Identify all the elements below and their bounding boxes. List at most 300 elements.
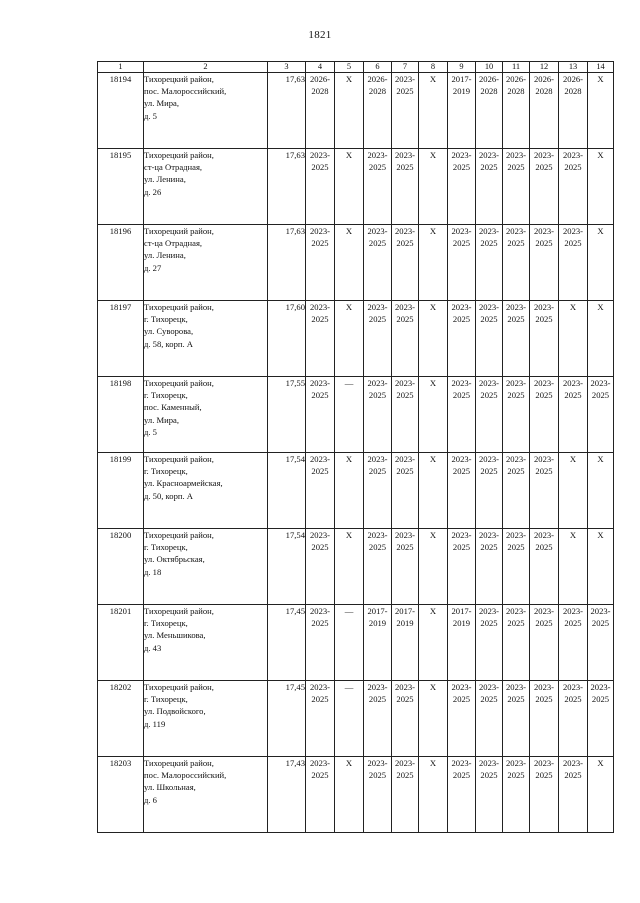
period-start: 2023- xyxy=(590,378,611,388)
period-cell-col-4 xyxy=(306,73,335,149)
period-start: 2023- xyxy=(590,606,611,616)
period-start: 2026- xyxy=(533,74,555,84)
address-cell xyxy=(144,73,268,149)
period-cell-col-8 xyxy=(419,681,448,757)
period-cell-col-11 xyxy=(503,377,530,453)
address-line: д. 50, корп. А xyxy=(144,490,193,501)
period-cell-col-4 xyxy=(306,225,335,301)
period-end: 2025 xyxy=(564,162,582,173)
period-start: 2023- xyxy=(478,378,500,388)
period-start: X xyxy=(569,530,577,540)
column-header-5: 5 xyxy=(335,62,364,73)
address-line: ул. Школьная, xyxy=(144,782,196,793)
record-number: 18199 xyxy=(98,453,144,529)
period-cell-col-6 xyxy=(364,529,392,605)
period-cell-col-12 xyxy=(530,757,559,833)
period-end: 2025 xyxy=(368,466,387,477)
period-start: 2023- xyxy=(478,302,500,312)
address-line: Тихорецкий район, xyxy=(144,530,214,540)
period-start: 2026- xyxy=(562,74,584,84)
period-end: 2025 xyxy=(311,542,329,553)
period-start: 2023- xyxy=(309,302,331,312)
period-start: X xyxy=(597,454,604,464)
period-cell-col-10 xyxy=(476,453,503,529)
period-end: 2025 xyxy=(507,390,525,401)
period-end: 2025 xyxy=(452,390,471,401)
address-line: Тихорецкий район, xyxy=(144,302,214,312)
period-start: 2023- xyxy=(533,226,555,236)
period-start: 2023- xyxy=(309,606,331,616)
value-cell: 17,45 xyxy=(268,681,306,757)
period-start: X xyxy=(597,530,604,540)
period-end: 2025 xyxy=(311,770,329,781)
period-start: 2023- xyxy=(533,302,555,312)
period-cell-col-5 xyxy=(335,73,364,149)
period-cell-col-5 xyxy=(335,225,364,301)
period-cell-col-4 xyxy=(306,605,335,681)
value-cell: 17,54 xyxy=(268,529,306,605)
period-start: 2023- xyxy=(451,530,472,540)
period-cell-col-11 xyxy=(503,453,530,529)
period-cell-col-5 xyxy=(335,453,364,529)
period-start: 2023- xyxy=(309,378,331,388)
period-start: — xyxy=(344,378,354,388)
period-start: X xyxy=(345,302,353,312)
period-end: 2025 xyxy=(311,314,329,325)
column-header-6: 6 xyxy=(364,62,392,73)
period-end: 2025 xyxy=(480,618,498,629)
period-start: 2023- xyxy=(451,226,472,236)
period-start: X xyxy=(345,530,353,540)
period-end: 2025 xyxy=(564,770,582,781)
value-cell: 17,45 xyxy=(268,605,306,681)
period-cell-col-13 xyxy=(559,225,588,301)
period-start: X xyxy=(429,378,437,388)
address-line: д. 26 xyxy=(144,186,162,197)
period-end: 2025 xyxy=(591,694,610,705)
period-end: 2025 xyxy=(507,770,525,781)
address-line: Тихорецкий район, xyxy=(144,758,214,768)
period-start: X xyxy=(345,150,353,160)
period-cell-col-4 xyxy=(306,453,335,529)
period-cell-col-7 xyxy=(392,757,419,833)
address-line: Тихорецкий район, xyxy=(144,454,214,464)
period-start: 2023- xyxy=(533,454,555,464)
period-end: 2025 xyxy=(507,238,525,249)
period-end: 2025 xyxy=(396,162,414,173)
period-cell-col-9 xyxy=(448,149,476,225)
period-start: X xyxy=(345,758,353,768)
period-start: X xyxy=(429,150,437,160)
period-start: 2023- xyxy=(562,682,584,692)
period-cell-col-11 xyxy=(503,73,530,149)
period-end: 2025 xyxy=(452,162,471,173)
address-line: Тихорецкий район, xyxy=(144,378,214,388)
address-cell xyxy=(144,149,268,225)
address-line: ул. Подвойского, xyxy=(144,706,206,717)
period-start: X xyxy=(597,150,604,160)
period-cell-col-8 xyxy=(419,529,448,605)
column-header-13: 13 xyxy=(559,62,588,73)
column-header-11: 11 xyxy=(503,62,530,73)
address-line: г. Тихорецк, xyxy=(144,390,188,401)
period-start: X xyxy=(429,74,437,84)
table-row xyxy=(98,605,614,681)
period-start: X xyxy=(429,606,437,616)
period-start: 2023- xyxy=(533,530,555,540)
period-start: 2023- xyxy=(309,454,331,464)
period-end: 2025 xyxy=(396,390,414,401)
period-start: 2023- xyxy=(451,682,472,692)
period-cell-col-6 xyxy=(364,605,392,681)
period-cell-col-9 xyxy=(448,757,476,833)
period-start: 2023- xyxy=(309,530,331,540)
period-end: 2025 xyxy=(452,466,471,477)
address-line: д. 27 xyxy=(144,262,162,273)
period-start: X xyxy=(597,226,604,236)
period-cell-col-14 xyxy=(588,301,614,377)
period-cell-col-13 xyxy=(559,377,588,453)
period-cell-col-12 xyxy=(530,149,559,225)
table-row xyxy=(98,681,614,757)
column-header-9: 9 xyxy=(448,62,476,73)
period-start: 2023- xyxy=(367,226,388,236)
period-start: 2023- xyxy=(505,530,527,540)
period-cell-col-14 xyxy=(588,681,614,757)
period-cell-col-8 xyxy=(419,605,448,681)
address-line: г. Тихорецк, xyxy=(144,618,188,629)
period-cell-col-10 xyxy=(476,377,503,453)
column-header-12: 12 xyxy=(530,62,559,73)
period-start: 2017- xyxy=(451,606,472,616)
period-start: 2026- xyxy=(367,74,388,84)
period-cell-col-10 xyxy=(476,605,503,681)
period-start: 2023- xyxy=(367,378,388,388)
address-line: г. Тихорецк, xyxy=(144,694,188,705)
column-header-14: 14 xyxy=(588,62,614,73)
period-start: 2017- xyxy=(451,74,472,84)
period-end: 2025 xyxy=(535,770,553,781)
period-cell-col-8 xyxy=(419,73,448,149)
period-cell-col-10 xyxy=(476,225,503,301)
period-cell-col-7 xyxy=(392,225,419,301)
period-end: 2025 xyxy=(535,162,553,173)
period-cell-col-12 xyxy=(530,529,559,605)
period-start: 2017- xyxy=(394,606,416,616)
period-cell-col-7 xyxy=(392,453,419,529)
period-end: 2025 xyxy=(507,542,525,553)
address-line: г. Тихорецк, xyxy=(144,542,188,553)
period-cell-col-9 xyxy=(448,453,476,529)
header-row xyxy=(98,62,614,73)
period-start: 2023- xyxy=(367,758,388,768)
period-cell-col-8 xyxy=(419,453,448,529)
period-cell-col-6 xyxy=(364,73,392,149)
period-cell-col-4 xyxy=(306,757,335,833)
period-end: 2025 xyxy=(396,770,414,781)
address-line: ул. Ленина, xyxy=(144,250,186,261)
period-cell-col-8 xyxy=(419,149,448,225)
period-cell-col-9 xyxy=(448,681,476,757)
period-start: 2026- xyxy=(505,74,527,84)
address-cell xyxy=(144,529,268,605)
address-line: ул. Меньшикова, xyxy=(144,630,206,641)
period-cell-col-14 xyxy=(588,605,614,681)
record-number: 18202 xyxy=(98,681,144,757)
period-cell-col-14 xyxy=(588,73,614,149)
period-start: 2023- xyxy=(533,682,555,692)
period-cell-col-13 xyxy=(559,605,588,681)
period-end: 2025 xyxy=(396,238,414,249)
register-table xyxy=(97,61,614,833)
period-start: 2023- xyxy=(505,150,527,160)
address-cell xyxy=(144,225,268,301)
address-line: д. 119 xyxy=(144,718,166,729)
period-start: 2023- xyxy=(590,682,611,692)
period-end: 2028 xyxy=(507,86,525,97)
period-cell-col-8 xyxy=(419,225,448,301)
period-cell-col-14 xyxy=(588,377,614,453)
period-cell-col-5 xyxy=(335,605,364,681)
period-cell-col-9 xyxy=(448,605,476,681)
period-end: 2025 xyxy=(535,314,553,325)
period-cell-col-7 xyxy=(392,73,419,149)
address-line: Тихорецкий район, xyxy=(144,226,214,236)
period-cell-col-10 xyxy=(476,149,503,225)
period-cell-col-8 xyxy=(419,757,448,833)
period-cell-col-12 xyxy=(530,73,559,149)
period-end: 2025 xyxy=(480,238,498,249)
period-end: 2025 xyxy=(480,314,498,325)
period-end: 2025 xyxy=(507,694,525,705)
period-cell-col-5 xyxy=(335,149,364,225)
address-line: ул. Ленина, xyxy=(144,174,186,185)
period-end: 2025 xyxy=(452,238,471,249)
table-row xyxy=(98,149,614,225)
value-cell: 17,55 xyxy=(268,377,306,453)
period-start: 2023- xyxy=(451,150,472,160)
period-cell-col-5 xyxy=(335,529,364,605)
record-number: 18201 xyxy=(98,605,144,681)
period-cell-col-11 xyxy=(503,757,530,833)
period-end: 2025 xyxy=(311,618,329,629)
period-start: X xyxy=(569,302,577,312)
period-start: 2023- xyxy=(394,226,416,236)
period-end: 2025 xyxy=(452,314,471,325)
period-cell-col-7 xyxy=(392,377,419,453)
period-end: 2025 xyxy=(564,694,582,705)
period-cell-col-13 xyxy=(559,149,588,225)
period-end: 2025 xyxy=(535,390,553,401)
period-end: 2025 xyxy=(480,542,498,553)
period-cell-col-10 xyxy=(476,757,503,833)
address-line: ст-ца Отрадная, xyxy=(144,238,203,249)
period-cell-col-12 xyxy=(530,453,559,529)
period-end: 2025 xyxy=(507,162,525,173)
period-end: 2025 xyxy=(368,390,387,401)
period-start: 2023- xyxy=(533,758,555,768)
address-cell xyxy=(144,605,268,681)
address-line: г. Тихорецк, xyxy=(144,314,188,325)
period-cell-col-10 xyxy=(476,529,503,605)
period-cell-col-7 xyxy=(392,605,419,681)
address-line: пос. Малороссийский, xyxy=(144,770,227,781)
table-body xyxy=(98,62,614,833)
period-cell-col-6 xyxy=(364,453,392,529)
period-end: 2025 xyxy=(507,618,525,629)
period-cell-col-6 xyxy=(364,681,392,757)
column-header-10: 10 xyxy=(476,62,503,73)
address-cell xyxy=(144,377,268,453)
column-header-2: 2 xyxy=(144,62,268,73)
period-cell-col-13 xyxy=(559,529,588,605)
column-header-3: 3 xyxy=(268,62,306,73)
period-cell-col-14 xyxy=(588,453,614,529)
period-cell-col-6 xyxy=(364,225,392,301)
period-start: X xyxy=(597,302,604,312)
period-cell-col-13 xyxy=(559,73,588,149)
period-end: 2028 xyxy=(535,86,553,97)
address-line: д. 6 xyxy=(144,794,157,805)
address-line: ул. Мира, xyxy=(144,98,180,109)
period-cell-col-11 xyxy=(503,301,530,377)
period-start: 2023- xyxy=(562,150,584,160)
period-end: 2025 xyxy=(452,770,471,781)
period-end: 2025 xyxy=(396,86,414,97)
period-start: 2023- xyxy=(394,682,416,692)
period-end: 2019 xyxy=(452,618,471,629)
period-cell-col-5 xyxy=(335,681,364,757)
period-start: X xyxy=(429,530,437,540)
address-cell xyxy=(144,757,268,833)
period-cell-col-4 xyxy=(306,149,335,225)
period-cell-col-10 xyxy=(476,301,503,377)
period-start: X xyxy=(597,74,604,84)
period-cell-col-9 xyxy=(448,301,476,377)
period-cell-col-6 xyxy=(364,377,392,453)
period-start: 2023- xyxy=(394,302,416,312)
period-start: 2023- xyxy=(309,226,331,236)
column-header-1: 1 xyxy=(98,62,144,73)
period-end: 2025 xyxy=(368,314,387,325)
period-cell-col-8 xyxy=(419,377,448,453)
address-line: д. 43 xyxy=(144,642,162,653)
value-cell: 17,54 xyxy=(268,453,306,529)
period-start: 2023- xyxy=(533,150,555,160)
table-row xyxy=(98,453,614,529)
period-start: 2023- xyxy=(478,530,500,540)
period-cell-col-14 xyxy=(588,149,614,225)
address-line: Тихорецкий район, xyxy=(144,682,214,692)
period-end: 2019 xyxy=(452,86,471,97)
period-cell-col-7 xyxy=(392,149,419,225)
period-end: 2025 xyxy=(396,694,414,705)
table-row xyxy=(98,73,614,149)
period-start: 2023- xyxy=(394,530,416,540)
address-line: д. 18 xyxy=(144,566,162,577)
period-start: X xyxy=(345,74,353,84)
period-end: 2025 xyxy=(396,542,414,553)
period-cell-col-13 xyxy=(559,301,588,377)
period-start: 2023- xyxy=(478,606,500,616)
value-cell: 17,63 xyxy=(268,73,306,149)
record-number: 18196 xyxy=(98,225,144,301)
address-line: д. 58, корп. А xyxy=(144,338,193,349)
period-start: X xyxy=(569,454,577,464)
period-start: 2023- xyxy=(309,758,331,768)
period-end: 2025 xyxy=(564,238,582,249)
period-cell-col-4 xyxy=(306,377,335,453)
table-row xyxy=(98,757,614,833)
period-start: 2023- xyxy=(367,150,388,160)
period-end: 2019 xyxy=(396,618,414,629)
record-number: 18195 xyxy=(98,149,144,225)
period-start: 2023- xyxy=(394,74,416,84)
period-cell-col-9 xyxy=(448,73,476,149)
address-cell xyxy=(144,453,268,529)
period-start: 2023- xyxy=(394,378,416,388)
value-cell: 17,60 xyxy=(268,301,306,377)
period-cell-col-13 xyxy=(559,757,588,833)
period-start: 2026- xyxy=(309,74,331,84)
period-start: 2023- xyxy=(478,226,500,236)
period-start: 2023- xyxy=(478,150,500,160)
period-end: 2025 xyxy=(368,542,387,553)
period-cell-col-4 xyxy=(306,529,335,605)
period-start: 2023- xyxy=(478,758,500,768)
period-end: 2025 xyxy=(396,314,414,325)
period-cell-col-5 xyxy=(335,757,364,833)
period-cell-col-5 xyxy=(335,377,364,453)
period-end: 2028 xyxy=(311,86,329,97)
period-cell-col-6 xyxy=(364,149,392,225)
record-number: 18198 xyxy=(98,377,144,453)
period-cell-col-12 xyxy=(530,301,559,377)
period-start: 2026- xyxy=(478,74,500,84)
period-cell-col-4 xyxy=(306,301,335,377)
period-start: 2023- xyxy=(367,682,388,692)
period-end: 2028 xyxy=(368,86,387,97)
address-line: Тихорецкий район, xyxy=(144,606,214,616)
period-start: 2023- xyxy=(505,606,527,616)
record-number: 18194 xyxy=(98,73,144,149)
period-end: 2025 xyxy=(480,770,498,781)
period-cell-col-10 xyxy=(476,681,503,757)
period-start: 2023- xyxy=(478,682,500,692)
period-end: 2025 xyxy=(480,162,498,173)
address-line: Тихорецкий район, xyxy=(144,150,214,160)
period-start: 2023- xyxy=(309,682,331,692)
period-cell-col-12 xyxy=(530,681,559,757)
period-start: 2023- xyxy=(505,758,527,768)
period-start: 2023- xyxy=(367,530,388,540)
value-cell: 17,43 xyxy=(268,757,306,833)
period-cell-col-5 xyxy=(335,301,364,377)
record-number: 18197 xyxy=(98,301,144,377)
record-number: 18200 xyxy=(98,529,144,605)
period-start: 2023- xyxy=(478,454,500,464)
period-start: 2023- xyxy=(505,302,527,312)
address-line: ул. Мира, xyxy=(144,414,180,425)
period-cell-col-14 xyxy=(588,225,614,301)
address-line: ул. Суворова, xyxy=(144,326,194,337)
period-start: 2023- xyxy=(394,758,416,768)
period-cell-col-11 xyxy=(503,149,530,225)
period-cell-col-7 xyxy=(392,529,419,605)
address-line: д. 5 xyxy=(144,426,157,437)
period-start: 2023- xyxy=(451,454,472,464)
period-start: 2023- xyxy=(451,378,472,388)
